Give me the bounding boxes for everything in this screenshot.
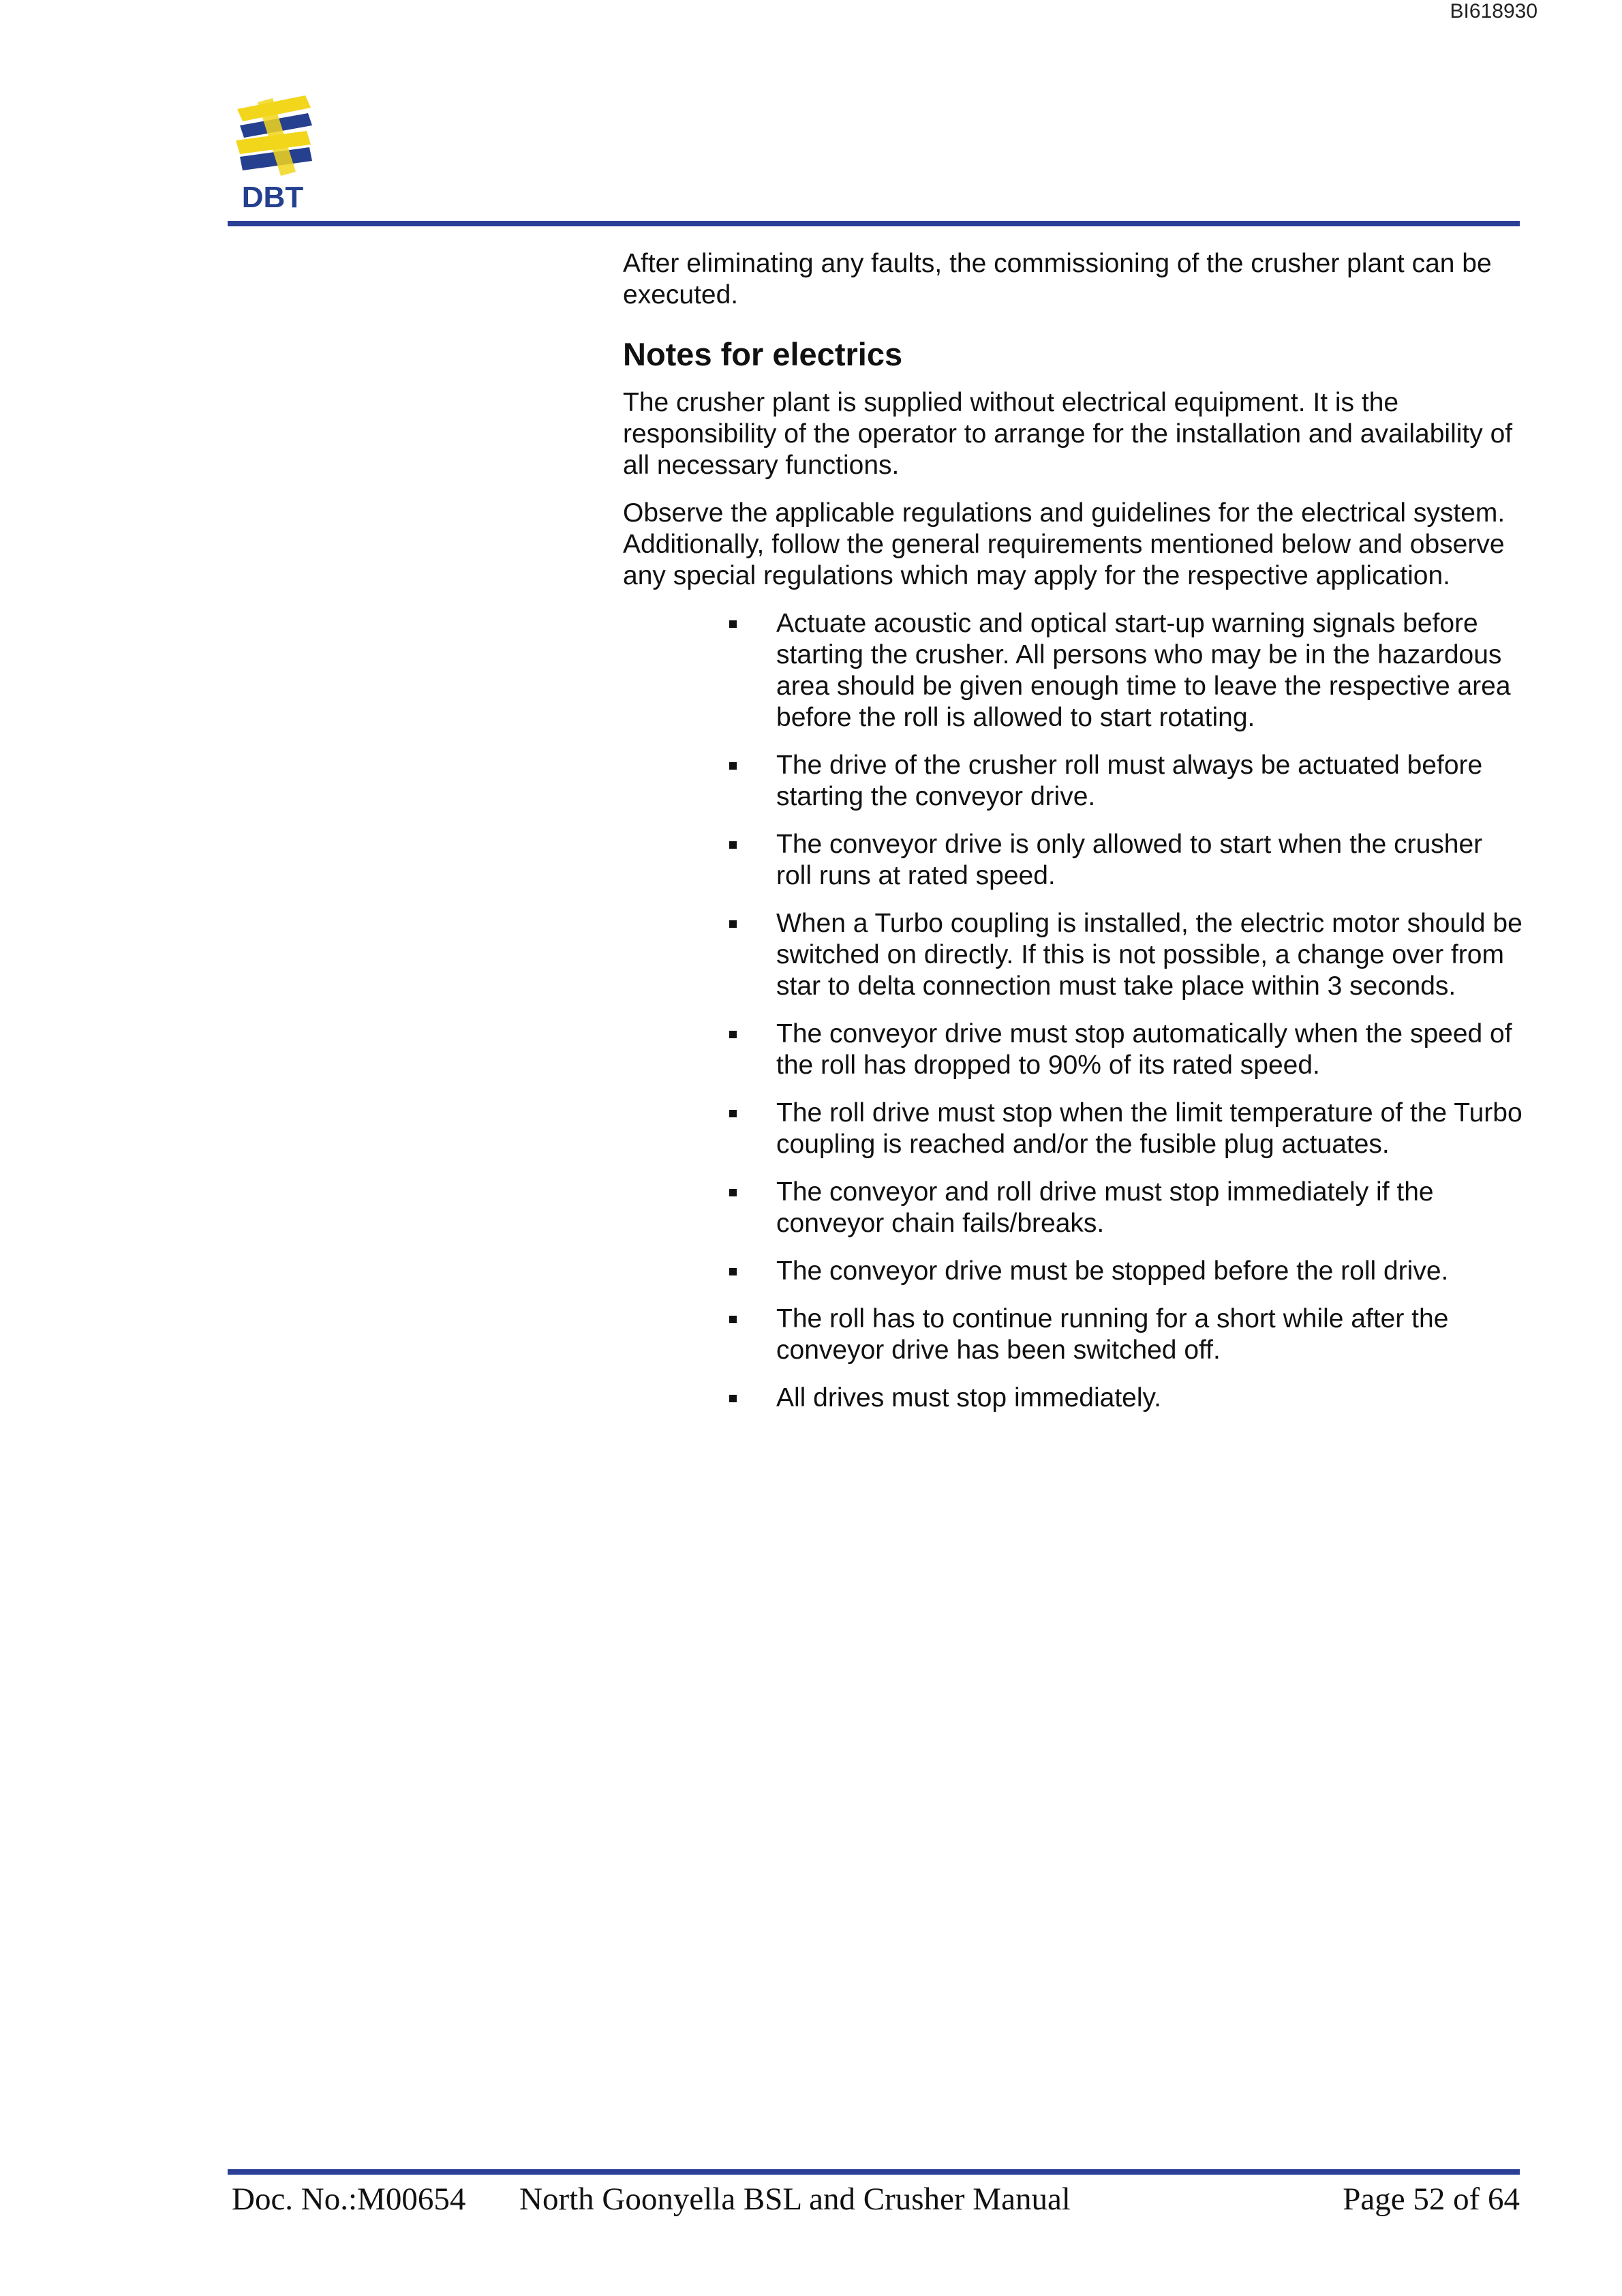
dbt-logo xyxy=(230,95,319,213)
list-item-text: The conveyor drive is only allowed to start when the crusher roll runs at rated speed. xyxy=(776,830,1483,890)
list-item-text: The drive of the crusher roll must always be actuated before starting the conveyor drive. xyxy=(776,751,1483,811)
list-item-text: The conveyor and roll drive must stop immediately if the conveyor chain fails/breaks. xyxy=(776,1177,1434,1238)
footer-doc-number: Doc. No.:M00654 xyxy=(232,2181,466,2217)
list-item-text: The conveyor drive must stop automatically when the speed of the roll has dropped to 90% of its rated speed. xyxy=(776,1019,1512,1080)
bullet-icon xyxy=(729,1031,737,1038)
footer-page-number: Page 52 of 64 xyxy=(1343,2181,1520,2217)
bullet-icon xyxy=(729,620,737,628)
bullet-icon xyxy=(729,762,737,770)
list-item-text: The roll drive must stop when the limit temperature of the Turbo coupling is reached and/or the fusible plug actuates. xyxy=(776,1098,1522,1159)
list-item xyxy=(623,1177,1522,1239)
list-item-text: Actuate acoustic and optical start-up warning signals before starting the crusher. All persons who may be in the hazardous area should be given enough time to leave the respective area before the roll is allowed to start rotating. xyxy=(776,609,1511,732)
body-paragraph: The crusher plant is supplied without electrical equipment. It is the responsibility of the operator to arrange for the installation and availability of all necessary functions. xyxy=(623,388,1513,480)
body-paragraph: Observe the applicable regulations and guidelines for the electrical system. Additionally, follow the general requirements mentioned below and observe any special regulations which may apply for the respective application. xyxy=(623,498,1505,590)
intro-paragraph: After eliminating any faults, the commissioning of the crusher plant can be executed. xyxy=(623,249,1492,309)
list-item-text: The conveyor drive must be stopped before the roll drive. xyxy=(776,1256,1449,1286)
footer-manual-title: North Goonyella BSL and Crusher Manual xyxy=(519,2181,1071,2217)
list-item xyxy=(623,608,1522,734)
list-item xyxy=(623,1256,1522,1287)
list-item xyxy=(623,829,1522,892)
page-content xyxy=(623,248,1522,1430)
list-item-text: The roll has to continue running for a short while after the conveyor drive has been switched off. xyxy=(776,1304,1449,1365)
list-item xyxy=(623,1018,1522,1081)
bullet-icon xyxy=(729,1316,737,1323)
bullet-icon xyxy=(729,1268,737,1275)
list-item xyxy=(623,1303,1522,1366)
list-item xyxy=(623,908,1522,1002)
requirements-list xyxy=(623,608,1522,1414)
footer-rule xyxy=(228,2169,1520,2175)
logo-text: DBT xyxy=(241,181,304,213)
bullet-icon xyxy=(729,1395,737,1402)
list-item-text: When a Turbo coupling is installed, the electric motor should be switched on directly. If this is not possible, a change over from star to delta connection must take place within 3 seconds. xyxy=(776,909,1522,1001)
section-heading: Notes for electrics xyxy=(623,336,903,372)
list-item xyxy=(623,750,1522,813)
bullet-icon xyxy=(729,1189,737,1196)
list-item-text: All drives must stop immediately. xyxy=(776,1383,1161,1413)
bullet-icon xyxy=(729,920,737,928)
bullet-icon xyxy=(729,841,737,849)
header-rule xyxy=(228,221,1520,226)
document-code: BI618930 xyxy=(1450,0,1537,22)
list-item xyxy=(623,1098,1522,1160)
list-item xyxy=(623,1383,1522,1414)
bullet-icon xyxy=(729,1110,737,1117)
